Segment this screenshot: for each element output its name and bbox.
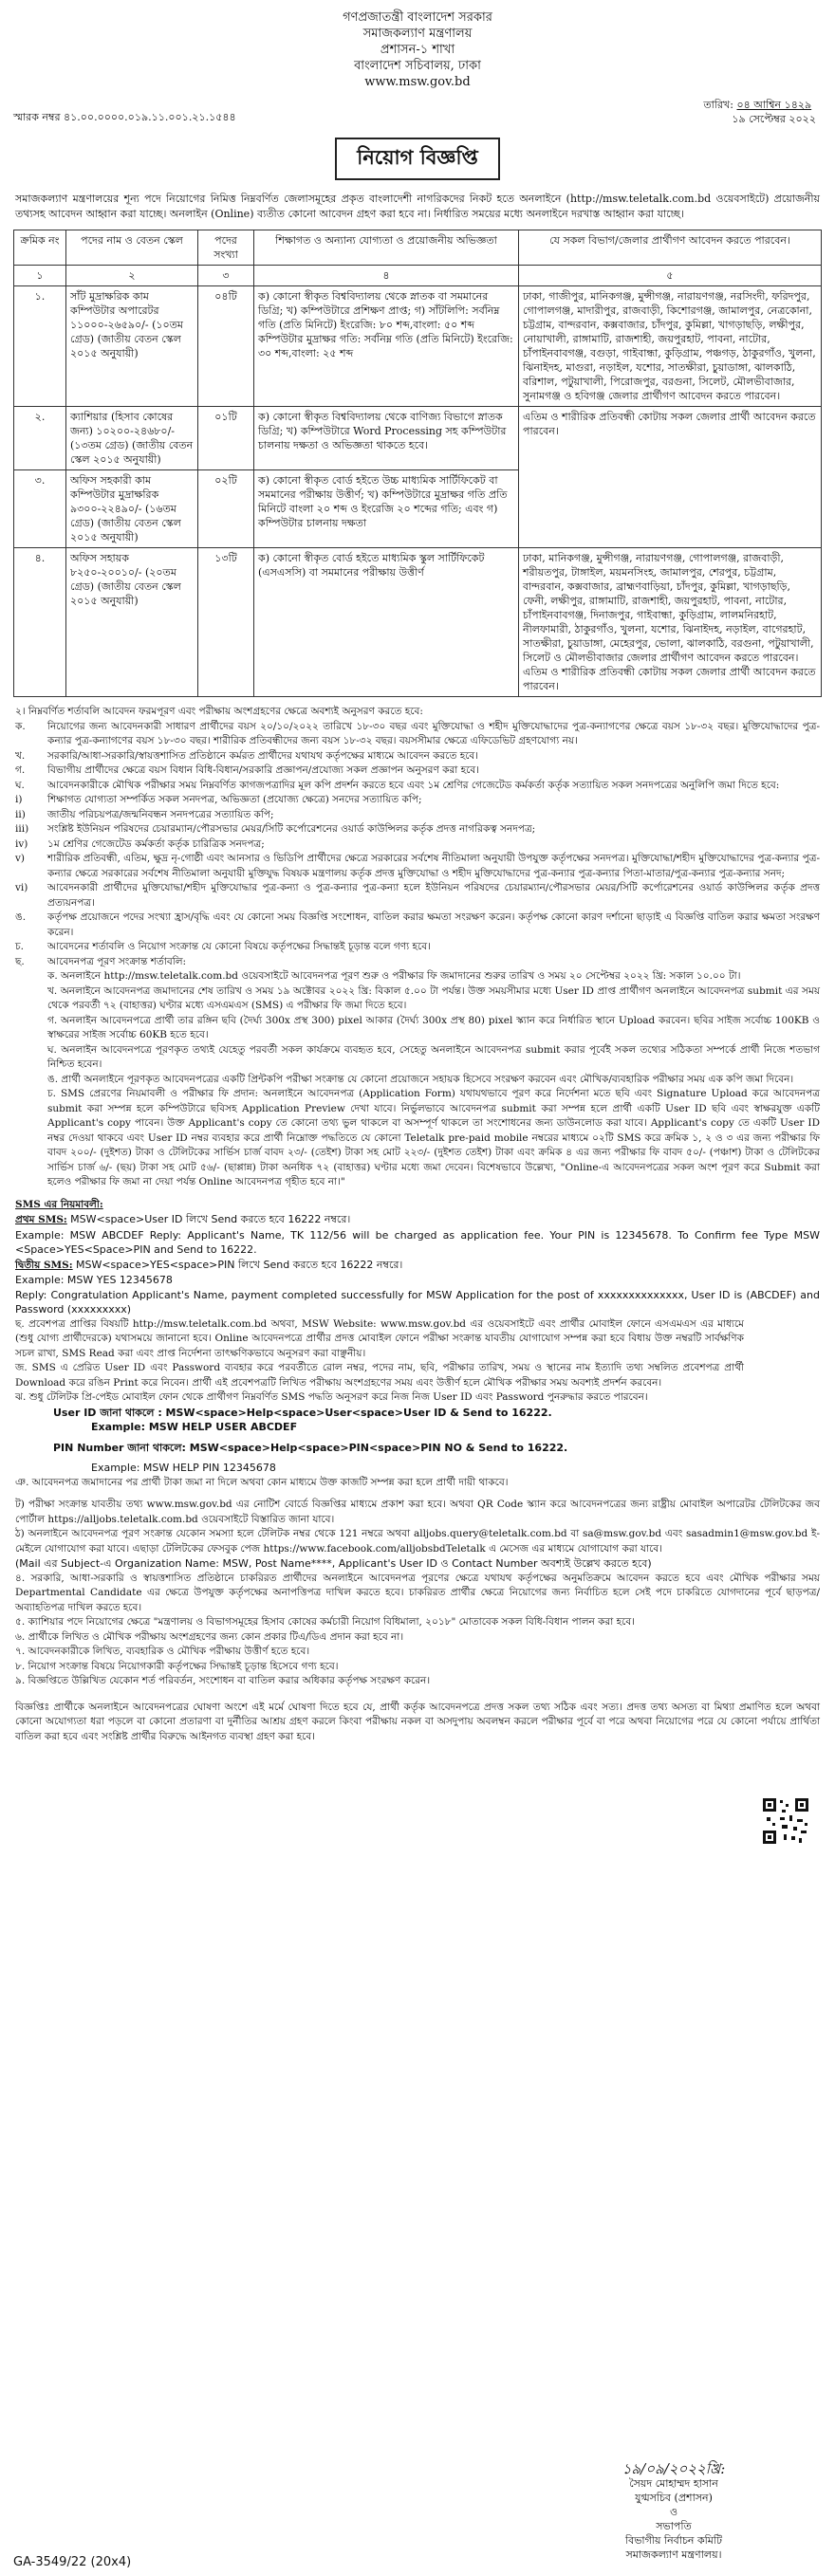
condition-text: আবেদনপত্র পূরণ সংক্রান্ত শর্তাবলি:: [47, 955, 187, 967]
row-serial: ৩.: [14, 470, 66, 548]
condition-label: খ.: [15, 749, 26, 762]
condition-text: আবেদনের শর্তাবলি ও নিয়োগ সংক্রান্ত যে কোনো বিষয়ে কর্তৃপক্ষের সিদ্ধান্তই চূড়ান্ত বলে গণ্য হবে।: [47, 941, 431, 952]
closing-declaration: বিজ্ঞপ্তিঃ প্রার্থীকে অনলাইনে আবেদনপত্রের ঘোষণা অংশে এই মর্মে ঘোষণা দিতে হবে যে, প্রার্থী কর্তৃক আবেদনপত্রে প্রদত্ত সকল তথ্য সঠিক এবং সত্য। প্রদত্ত তথ্য অসত্য বা মিথ্যা প্রমাণিত হলে অথবা কোনো অযোগ্যতা ধরা পড়লে বা কোনো প্রতারণা বা দুর্নীতির আশ্রয় গ্রহণ করলে কিংবা পরীক্ষায় নকল বা অসদুপায় অবলম্বন করলে পরীক্ষার পূর্বে বা পরে অথবা নিয়োগের পরে যে কোনো পর্যায়ে প্রার্থিতা বাতিল করা হবে এবং সংশ্লিষ্ট প্রার্থীর বিরুদ্ধে আইনগত ব্যবস্থা গ্রহণ করা হবে।: [15, 1701, 820, 1742]
header-ministry: সমাজকল্যাণ মন্ত্রণালয়: [362, 27, 473, 41]
document-text: ১ম শ্রেণির গেজেটেড কর্মকর্তা কর্তৃক চারিত্রিক সনদপত্র;: [47, 837, 265, 850]
row-qualification: ক) কোনো স্বীকৃত বিশ্ববিদ্যালয় থেকে স্নাতক বা সমমানের ডিগ্রি; খ) কম্পিউটারে প্রশিক্ষণ প্রাপ্ত; গ) সাঁটলিপি: সর্বনিম্ন গতি (প্রতি মিনিটে) ইংরেজি: ৮০ শব্দ,বাংলা: ৫০ শব্দ কম্পিউটার মুদ্রাক্ষর গতি: সর্বনিম্ন গতি (প্রতি মিনিটে) ইংরেজি: ৩০ শব্দ,বাংলা: ২৫ শব্দ: [254, 286, 519, 407]
row-post: ক্যাশিয়ার (হিসাব কোষের জন্য) ১০২০০-২৪৬৮০/- (১৩তম গ্রেড) (জাতীয় বেতন স্কেল ২০১৫ অনুযায়ী): [66, 407, 198, 470]
row-post: সাঁট মুদ্রাক্ষরিক কাম কম্পিউটার অপারেটর ১১০০০-২৬৫৯০/- (১০তম গ্রেড) (জাতীয় বেতন স্কেল ২০১৫ অনুযায়ী): [66, 286, 198, 407]
userid-recovery: User ID জানা থাকলে : MSW<space>Help<space>User<space>User ID & Send to 16222.: [53, 1406, 552, 1419]
document-item: [15, 837, 820, 853]
sms-after-a: ছ. প্রবেশপত্র প্রাপ্তির বিষয়টি http://msw.teletalk.com.bd অথবা, MSW Website: www.msw.gov.bd এর ওয়েবসাইটে এবং প্রার্থীর মোবাইল ফোনে এসএমএস এর মাধ্যমে (শুধু যোগ্য প্রার্থীদেরকে) যথাসময়ে জানানো হবে। Online আবেদনপত্রে প্রার্থীর প্রদত্ত মোবাইল ফোনে পরীক্ষা সংক্রান্ত যাবতীয় যোগাযোগ সম্পন্ন করা হবে বিধায় উক্ত নম্বরটি সার্বক্ষণিক সচল রাখা, SMS Read করা এবং প্রাপ্ত নির্দেশনা তাৎক্ষণিকভাবে অনুসরণ করা বাঞ্ছনীয়।: [15, 1317, 744, 1359]
sms-after-d: ঞ. আবেদনপত্র জমাদানের পর প্রার্থী টাকা জমা না দিলে অথবা কোন মাধ্যমে উক্ত কাজটি সম্পন্ন করা হলে প্রার্থী দায়ী থাকবে।: [15, 1476, 509, 1488]
row-serial: ২.: [14, 407, 66, 470]
online-item-e: ঙ. প্রার্থী অনলাইনে পূরণকৃত আবেদনপত্রের একটি প্রিন্টকপি পরীক্ষা সংক্রান্ত যে কোনো প্রয়োজনে সহায়ক হিসেবে সংরক্ষণ করবেন এবং মৌখিক/ব্যবহারিক পরীক্ষার সময় এক কপি জমা দিবেন।: [47, 1073, 794, 1085]
reference-number: স্মারক নম্বর ৪১.০০.০০০০.০১৯.১১.০০১.২১.১৫৪৪: [13, 111, 236, 123]
notice-p5: ৫. ক্যাশিয়ার পদে নিয়োগের ক্ষেত্রে "মন্ত্রণালয় ও বিভাগসমূহের হিসাব কোষের কর্মচারী নিয়োগ বিধিমালা, ২০১৮" মোতাবেক সকল বিধি-বিধান পালন করা হবে।: [15, 1616, 635, 1628]
condition-label: ঘ.: [15, 779, 25, 791]
signature-block: [579, 2462, 769, 2562]
th-districts: যে সকল বিভাগ/জেলার প্রার্থীগণ আবেদন করতে পারবেন।: [519, 230, 822, 266]
online-item-f: চ. SMS প্রেরণের নিয়মাবলী ও পরীক্ষার ফি প্রদান: অনলাইনে আবেদনপত্র (Application Form) যথাযথভাবে পূরণ করে নির্দেশনা মতে ছবি এবং Signature Upload করে আবেদনপত্র submit করা সম্পন্ন হলে কম্পিউটারে ছবিসহ Application Preview দেখা যাবে। নির্ভুলভাবে আবেদনপত্র submit করা সম্পন্ন হলে প্রার্থী একটি User ID ছবি এবং স্বাক্ষরযুক্ত একটি Applicant's copy পাবেন। উক্ত Applicant's copy তে কোনো তথ্য ভুল থাকলে বা অসম্পূর্ণ থাকলে তা সংশোধনের জন্য ডাউনলোড করা যাবে। Applicant's copy তে একটি User ID নম্বর দেওয়া থাকবে এবং User ID নম্বর ব্যবহার করে প্রার্থী নিম্নোক্ত পদ্ধতিতে যে কোনো Teletalk pre-paid mobile নম্বরের মাধ্যমে ০২টি SMS করে ক্রমিক ১, ২ ও ৩ এর জন্য পরীক্ষার ফি বাবদ ২০০/- (দুইশত) টাকা ও টেলিটকের সার্ভিস চার্জ বাবদ ২৩/- (তেইশ) টাকা সহ মোট ২২৩/- (দুইশত তেইশ) টাকা এবং ক্রমিক ৪ এর জন্য পরীক্ষার ফি বাবদ ৫০/- (পঞ্চাশ) টাকা ও টেলিটকের সার্ভিস চার্জ ৬/- (ছয়) টাকা সহ মোট ৫৬/- (ছাপ্পান্ন) টাকা অনধিক ৭২ (বাহাত্তর) ঘণ্টার মধ্যে জমা দেবেন। বিশেষভাবে উল্লেখ্য, "Online-এ আবেদনপত্রের সকল অংশ পূরণ করে Submit করা হলেও পরীক্ষার ফি জমা না দেয়া পর্যন্ত Online আবেদনপত্র গৃহীত হবে না।": [47, 1088, 820, 1187]
jobs-table: [13, 230, 822, 697]
condition-item: [15, 779, 820, 794]
condition-item: [15, 911, 820, 940]
colnum: ৩: [198, 266, 254, 286]
th-post: পদের নাম ও বেতন স্কেল: [66, 230, 198, 266]
document-item: [15, 793, 820, 808]
signatory-name: সৈয়দ মোহাম্মদ হাসান: [629, 2477, 718, 2490]
sms-rules-title: SMS এর নিয়মাবলী:: [15, 1198, 103, 1210]
date-block: [703, 98, 816, 126]
colnum: ২: [66, 266, 198, 286]
table-colnum-row: [14, 266, 822, 286]
notice-mail-subject: (Mail এর Subject-এ Organization Name: MSW, Post Name****, Applicant's User ID ও Contact Number অবশ্যই উল্লেখ করতে হবে): [15, 1557, 652, 1570]
sms-second-label: দ্বিতীয় SMS:: [15, 1259, 73, 1271]
document-item: [15, 822, 820, 837]
row-serial: ৪.: [14, 548, 66, 697]
online-item-d: ঘ. অনলাইন আবেদনপত্রে পূরণকৃত তথ্যই যেহেতু পরবর্তী সকল কার্যক্রমে ব্যবহৃত হবে, সেহেতু অনলাইনে আবেদনপত্র submit করার পূর্বেই সকল তথ্যের সঠিকতা সম্পর্কে প্রার্থী নিজে শতভাগ নিশ্চিত হবেন।: [47, 1043, 820, 1070]
online-item-c: গ. অনলাইন আবেদনপত্রে প্রার্থী তার রঙ্গিন ছবি (দৈর্ঘ্য 300x প্রস্থ 300) pixel আকার (দৈর্ঘ্য 300x প্রস্থ 80) pixel স্ক্যান করে নির্ধারিত স্থানে Upload করবেন। ছবির সাইজ সর্বোচ্চ 100KB ও স্বাক্ষরের সাইজ সর্বোচ্চ 60KB হতে হবে।: [47, 1014, 820, 1040]
condition-text: কর্তৃপক্ষ প্রয়োজনে পদের সংখ্যা হ্রাস/বৃদ্ধি এবং যে কোনো সময় বিজ্ঞপ্তি সংশোধন, বাতিল করার ক্ষমতা সংরক্ষণ করেন। কর্তৃপক্ষ কোনো কারণ দর্শানো ছাড়াই এ বিজ্ঞপ্তি বাতিল করার ক্ষমতা সংরক্ষণ করেন।: [47, 911, 820, 938]
conditions-intro: ২। নিম্নবর্ণিত শর্তাবলি আবেদন ফরমপূরণ এবং পরীক্ষায় অংশগ্রহণের ক্ষেত্রে অবশ্যই অনুসরণ করতে হবে:: [15, 706, 423, 717]
colnum: ৫: [519, 266, 822, 286]
document-label: iii): [15, 823, 29, 835]
notice-p4: ৪. সরকারি, আধা-সরকারি ও স্বায়ত্তশাসিত প্রতিষ্ঠানে চাকরিরত প্রার্থীদের অনলাইনে আবেদনপত্র পূরণের ক্ষেত্রে যথাযথ কর্তৃপক্ষের অনুমতিক্রমে আবেদন করতে হবে এবং মৌখিক পরীক্ষার সময় Departmental Candidate এর ক্ষেত্রে উপযুক্ত কর্তৃপক্ষের অনাপত্তিপত্র দাখিল করতে হবে। চাকরিরত প্রার্থীর ক্ষেত্রে নিয়োগের জন্য নির্বাচিত হলে সেই পদে চাকরিতে যোগদানের পূর্বে ছাড়পত্র/অব্যাহতিপত্র দাখিল করতে হবে।: [15, 1572, 821, 1613]
row-districts: ঢাকা, গাজীপুর, মানিকগঞ্জ, মুন্সীগঞ্জ, নারায়ণগঞ্জ, নরসিংদী, ফরিদপুর, গোপালগঞ্জ, মাদারীপুর, রাজবাড়ী, কিশোরগঞ্জ, জামালপুর, নেত্রকোনা, চট্টগ্রাম, বান্দরবান, কক্সবাজার, চাঁদপুর, কুমিল্লা, খাগড়াছড়ি, লক্ষীপুর, নোয়াখালী, রাঙ্গামাটি, রাজশাহী, জয়পুরহাট, পাবনা, নাটোর, চাঁপাইনবাবগঞ্জ, বগুড়া, গাইবান্ধা, কুড়িগ্রাম, পঞ্চগড়, ঠাকুরগাঁও, খুলনা, ঝিনাইদহ, মাগুরা, নড়াইল, যশোর, সাতক্ষীরা, চুয়াডাঙ্গা, ঝালকাঠি, বরিশাল, পটুয়াখালী, পিরোজপুর, বরগুনা, সিলেট, মৌলভীবাজার, সুনামগঞ্জ ও হবিগঞ্জ জেলার প্রার্থীগণ আবেদন করতে পারবেন।: [519, 286, 822, 407]
th-qualification: শিক্ষাগত ও অন্যান্য যোগ্যতা ও প্রয়োজনীয় অভিজ্ঞতা: [254, 230, 519, 266]
table-row: [14, 407, 822, 470]
document-item: [15, 808, 820, 823]
signatory-role-2: সভাপতি: [656, 2520, 692, 2532]
pin-recovery-example: Example: MSW HELP PIN 12345678: [91, 1462, 276, 1474]
condition-label: গ.: [15, 764, 26, 776]
notice-t: ট) পরীক্ষা সংক্রান্ত যাবতীয় তথ্য www.msw.gov.bd এর নোটিশ বোর্ডে বিজ্ঞপ্তির মাধ্যমে প্রকাশ করা হবে। অথবা QR Code স্ক্যান করে আবেদনপত্রের জন্য রাষ্ট্রীয় মোবাইল অপারেটর টেলিটকের জব পোর্টাল https://alljobs.teletalk.com.bd ওয়েবসাইটে বিস্তারিত জানা যাবে।: [15, 1499, 820, 1525]
header: [0, 0, 835, 90]
colnum: ১: [14, 266, 66, 286]
condition-label: ছ.: [15, 955, 25, 967]
notice-th: ঠ) অনলাইনে আবেদনপত্র পূরণ সংক্রান্ত যেকোন সমস্যা হলে টেলিটক নম্বর থেকে 121 নম্বরে অথবা alljobs.query@teletalk.com.bd বা sa@msw.gov.bd এবং sasadmin1@msw.gov.bd ই-মেইলে যোগাযোগ করা যাবে। এছাড়া টেলিটকের ফেসবুক পেজ https://www.facebook.com/alljobsbdTeletalk এ মেসেজ এর মাধ্যমে যোগাযোগ করা যাবে।: [15, 1528, 820, 1555]
row-districts: এতিম ও শারীরিক প্রতিবন্ধী কোটায় সকল জেলার প্রার্থী আবেদন করতে পারবেন।: [519, 407, 822, 548]
sms-after-c: ঝ. শুধু টেলিটক প্রি-পেইড মোবাইল ফোন থেকে প্রার্থীগণ নিম্নবর্ণিত SMS পদ্ধতি অনুসরণ করে নিজ নিজ User ID এবং Password পুনরুদ্ধার করতে পারবেন।: [15, 1391, 648, 1403]
sms-first-example: Example: MSW ABCDEF Reply: Applicant's Name, TK 112/56 will be charged as application fee. Your PIN is 12345678. To Confirm fee Type MSW <Space>YES<Space>PIN and Send to 16222.: [15, 1228, 820, 1256]
document-label: i): [15, 794, 23, 805]
notice-p6: ৬. প্রার্থীকে লিখিত ও মৌখিক পরীক্ষায় অংশগ্রহণের জন্য কোন প্রকার টিএ/ডিএ প্রদান করা হবে না।: [15, 1630, 404, 1643]
document-text: শিক্ষাগত যোগ্যতা সম্পর্কিত সকল সনদপত্র, অভিজ্ঞতা (প্রযোজ্য ক্ষেত্রে) সনদের সত্যায়িত কপি;: [47, 794, 422, 805]
row-post: অফিস সহায়ক ৮২৫০-২০০১০/- (২০তম গ্রেড) (জাতীয় বেতন স্কেল ২০১৫ অনুযায়ী): [66, 548, 198, 697]
notice-title: নিয়োগ বিজ্ঞপ্তি: [335, 138, 500, 180]
notice-section: [15, 1498, 820, 1689]
document-item: [15, 881, 820, 911]
sms-first-command: MSW<space>User ID লিখে Send করতে হবে 16222 নম্বরে।: [70, 1213, 351, 1225]
online-item-a: ক. অনলাইনে http://msw.teletalk.com.bd ওয়েবসাইটে আবেদনপত্র পূরণ শুরু ও পরীক্ষার ফি জমাদানের শুরুর তারিখ ও সময় ২০ সেপ্টেম্বর ২০২২ খ্রি: সকাল ১০.০০ টা।: [47, 970, 741, 982]
date-label: তারিখ:: [703, 99, 733, 111]
pin-recovery: PIN Number জানা থাকলে: MSW<space>Help<space>PIN<space>PIN NO & Send to 16222.: [53, 1441, 568, 1454]
sms-after-b: জ. SMS এ প্রেরিত User ID এবং Password ব্যবহার করে পরবর্তীতে রোল নম্বর, পদের নাম, ছবি, পরীক্ষার তারিখ, সময় ও স্থানের নাম ইত্যাদি তথ্য সম্বলিত প্রবেশপত্র প্রার্থী Download করে রঙিন Print করে নিবেন। প্রার্থী এই প্রবেশপত্রটি লিখিত পরীক্ষায় অংশগ্রহণের সময় এবং উত্তীর্ণ হলে মৌখিক পরীক্ষার সময় অবশ্যই প্রদর্শন করবেন।: [15, 1362, 744, 1389]
colnum: ৪: [254, 266, 519, 286]
condition-label: ক.: [15, 720, 26, 732]
row-post: অফিস সহকারী কাম কম্পিউটার মুদ্রাক্ষরিক ৯৩০০-২২৪৯০/- (১৬তম গ্রেড) (জাতীয় বেতন স্কেল ২০১৫ অনুযায়ী): [66, 470, 198, 548]
sms-first: [15, 1212, 820, 1228]
th-count: পদের সংখ্যা: [198, 230, 254, 266]
qr-code-icon[interactable]: [761, 1796, 810, 1846]
condition-text: আবেদনকারীকে মৌখিক পরীক্ষার সময় নিম্নবর্ণিত কাগজপত্রাদির মূল কপি প্রদর্শন করতে হবে এবং ১ম শ্রেণির গেজেটেড কর্মকর্তা কর্তৃক সত্যায়িত সকল সনদপত্রের অনুলিপি জমা দিতে হবে:: [47, 779, 780, 791]
notice-p7: ৭. আবেদনকারীকে লিখিত, ব্যবহারিক ও মৌখিক পরীক্ষায় উত্তীর্ণ হতে হবে।: [15, 1646, 310, 1657]
table-header-row: [14, 230, 822, 266]
conditions-section: [15, 705, 820, 1190]
header-website: www.msw.gov.bd: [364, 75, 471, 89]
condition-label: ঙ.: [15, 911, 27, 923]
header-govt: গণপ্রজাতন্ত্রী বাংলাদেশ সরকার: [343, 10, 492, 25]
online-item-b: খ. অনলাইনে আবেদনপত্র জমাদানের শেষ তারিখ ও সময় ১৯ অক্টোবর ২০২২ খ্রি: বিকাল ৫.০০ টা পর্যন্ত। উক্ত সময়সীমার মধ্যে User ID প্রাপ্ত প্রার্থীগণ অনলাইনে আবেদনপত্র submit এর সময় থেকে পরবর্তী ৭২ (বাহাত্তর) ঘণ্টার মধ্যে এসএমএস (SMS) এ পরীক্ষার ফি জমা দিতে হবে।: [47, 984, 820, 1011]
sms-second-command: MSW<space>YES<space>PIN লিখে Send করতে হবে 16222 নম্বরে।: [75, 1258, 403, 1271]
condition-item: [15, 955, 820, 970]
condition-label: চ.: [15, 941, 25, 952]
intro-text: সমাজকল্যাণ মন্ত্রণালয়ের শূন্য পদে নিয়োগের নিমিত্ত নিম্নবর্ণিত জেলাসমূহের প্রকৃত বাংলাদেশী নাগরিকদের নিকট হতে অনলাইনে (http://msw.teletalk.com.bd ওয়েবসাইটে) প্রয়োজনীয় তথ্যসহ আবেদন আহ্বান করা যাচ্ছে। অনলাইন (Online) ব্যতীত কোনো আবেদন গ্রহণ করা হবে না। নির্ধারিত সময়ের মধ্যে অনলাইনে দরখাস্ত আহ্বান করা যাচ্ছে।: [15, 193, 820, 220]
sms-first-label: প্রথম SMS:: [15, 1214, 67, 1225]
document-text: সংশ্লিষ্ট ইউনিয়ন পরিষদের চেয়ারম্যান/পৌরসভার মেয়র/সিটি কর্পোরেশনের ওয়ার্ড কাউন্সিলর কর্তৃক প্রদত্ত নাগরিকত্ব সনদপত্র;: [47, 823, 536, 835]
row-count: ০৪টি: [198, 286, 254, 407]
document-text: জাতীয় পরিচয়পত্র/জন্মনিবন্ধন সনদপত্রের সত্যায়িত কপি;: [47, 808, 274, 820]
date-english: ১৯ সেপ্টেম্বর ২০২২: [732, 113, 816, 125]
document-label: ii): [15, 808, 26, 820]
condition-text: নিয়োগের জন্য আবেদনকারী সাধারণ প্রার্থীদের বয়স ২০/১০/২০২২ তারিখে ১৮-৩০ বছর এবং মুক্তিযোদ্ধা ও শহীদ মুক্তিযোদ্ধাদের পুত্র-কন্যাগণের ক্ষেত্রে বয়স ১৮-৩২ বছর। মুক্তিযোদ্ধাদের পুত্র-কন্যার পুত্র-কন্যাগণের বয়স ১৮-৩০ বছর। শারীরিক প্রতিবন্ধীদের জন্য বয়স ১৮-৩২ বছর। বয়সসীমার ক্ষেত্রে এফিডেভিট গ্রহণযোগ্য নয়।: [47, 720, 820, 746]
signatory-role-3: বিভাগীয় নির্বাচন কমিটি: [624, 2534, 723, 2547]
signature-image: ১৯/০৯/২০২২খ্রি:: [622, 2460, 726, 2477]
signatory-role-1: ও: [669, 2506, 678, 2518]
condition-item: [15, 720, 820, 749]
meta-row: [0, 98, 835, 124]
row-districts: ঢাকা, মানিকগঞ্জ, মুন্সীগঞ্জ, নারায়ণগঞ্জ, গোপালগঞ্জ, রাজবাড়ী, শরীয়তপুর, টাঙ্গাইল, ময়মনসিংহ, জামালপুর, শেরপুর, চট্টগ্রাম, বান্দরবান, কক্সবাজার, ব্রাহ্মণবাড়িয়া, চাঁদপুর, কুমিল্লা, খাগড়াছড়ি, ফেনী, লক্ষীপুর, রাঙ্গামাটি, রাজশাহী, জয়পুরহাট, পাবনা, নাটোর, চাঁপাইনবাবগঞ্জ, দিনাজপুর, গাইবান্ধা, কুড়িগ্রাম, লালমনিরহাট, নীলফামারী, ঠাকুরগাঁও, খুলনা, যশোর, ঝিনাইদহ, নড়াইল, বাগেরহাট, সাতক্ষীরা, চুয়াডাঙ্গা, মেহেরপুর, ভোলা, ঝালকাঠি, বরগুনা, পটুয়াখালী, সিলেট ও মৌলভীবাজার জেলার প্রার্থীগণ আবেদন করতে পারবেন। এতিম ও শারীরিক প্রতিবন্ধী কোটায় সকল জেলার প্রার্থী আবেদন করতে পারবেন।: [519, 548, 822, 697]
table-row: [14, 286, 822, 407]
header-address: বাংলাদেশ সচিবালয়, ঢাকা: [354, 59, 481, 73]
document-label: vi): [15, 882, 28, 893]
row-count: ০১টি: [198, 407, 254, 470]
ga-number: GA-3549/22 (20x4): [13, 2555, 132, 2569]
sms-second: [15, 1258, 820, 1274]
condition-item: [15, 940, 820, 955]
document-item: [15, 852, 820, 881]
userid-recovery-example: Example: MSW HELP USER ABCDEF: [91, 1421, 298, 1433]
th-serial: ক্রমিক নং: [14, 230, 66, 266]
row-qualification: ক) কোনো স্বীকৃত বিশ্ববিদ্যালয় থেকে বাণিজ্য বিভাগে স্নাতক ডিগ্রি; খ) কম্পিউটারে Word Processing সহ কম্পিউটার চালনায় দক্ষতা ও অভিজ্ঞতা থাকতে হবে।: [254, 407, 519, 470]
signatory-role-4: সমাজকল্যাণ মন্ত্রণালয়।: [625, 2548, 722, 2561]
sms-second-example: Example: MSW YES 12345678: [15, 1274, 173, 1286]
document-text: আবেদনকারী প্রার্থীদের মুক্তিযোদ্ধা/শহীদ মুক্তিযোদ্ধার পুত্র-কন্যা ও পুত্র-কন্যার পুত্র-কন্যা হলে ইউনিয়ন পরিষদের চেয়ারম্যান/পৌরসভার মেয়র/সিটি কর্পোরেশনের ওয়ার্ড কাউন্সিলর কর্তৃক প্রদত্ত প্রত্যয়নপত্র।: [47, 882, 820, 909]
notice-p9: ৯. বিজ্ঞপ্তিতে উল্লিখিত যেকোন শর্ত পরিবর্তন, সংশোধন বা বাতিল করার অধিকার কর্তৃপক্ষ সংরক্ষণ করেন।: [15, 1675, 431, 1686]
document-text: শারীরিক প্রতিবন্ধী, এতিম, ক্ষুদ্র নৃ-গোষ্ঠী এবং আনসার ও ভিডিপি প্রার্থীদের ক্ষেত্রে সরকারের সর্বশেষ নীতিমালা অনুযায়ী উপযুক্ত কর্তৃপক্ষের সনদপত্র। মুক্তিযোদ্ধা/শহীদ মুক্তিযোদ্ধাদের পুত্র-কন্যার পুত্র-কন্যার ক্ষেত্রে সরকারের সর্বশেষ নীতিমালা অনুযায়ী মুক্তিযুদ্ধ বিষয়ক মন্ত্রণালয় কর্তৃক প্রদত্ত মুক্তিযোদ্ধা ও শহীদ মুক্তিযোদ্ধাদের পুত্র-কন্যার পুত্র-কন্যার পিতা-মাতার/পুত্র-কন্যার পুত্র-কন্যার সনদ;: [47, 853, 820, 879]
condition-item: [15, 764, 820, 779]
document-label: iv): [15, 837, 28, 850]
row-qualification: ক) কোনো স্বীকৃত বোর্ড হইতে উচ্চ মাধ্যমিক সার্টিফিকেট বা সমমানের পরীক্ষায় উত্তীর্ণ; খ) কম্পিউটারে মুদ্রাক্ষর গতি প্রতি মিনিটে বাংলা ২০ শব্দ ও ইংরেজি ২০ শব্দের গতি; এবং গ) কম্পিউটার চালনায় দক্ষতা: [254, 470, 519, 548]
row-qualification: ক) কোনো স্বীকৃত বোর্ড হইতে মাধ্যমিক স্কুল সার্টিফিকেট (এসএসসি) বা সমমানের পরীক্ষায় উত্তীর্ণ: [254, 548, 519, 697]
header-branch: প্রশাসন-১ শাখা: [380, 43, 455, 57]
condition-item: [15, 749, 820, 764]
condition-text: বিভাগীয় প্রার্থীদের ক্ষেত্রে বয়স বিধান বিধি-বিধান/সরকারি প্রজ্ঞাপন/প্রযোজ্য সকল প্রজ্ঞাপন অনুসরণ করা হবে।: [47, 764, 479, 776]
notice-p8: ৮. নিয়োগ সংক্রান্ত বিষয়ে নিয়োগকারী কর্তৃপক্ষের সিদ্ধান্তই চূড়ান্ত হিসেবে গণ্য হবে।: [15, 1660, 339, 1672]
row-serial: ১.: [14, 286, 66, 407]
date-bangla: ০৪ আশ্বিন ১৪২৯: [736, 99, 812, 111]
sms-section: [15, 1198, 820, 1491]
signatory-designation: যুগ্মসচিব (প্রশাসন): [635, 2492, 713, 2504]
table-row: [14, 548, 822, 697]
row-count: ১৩টি: [198, 548, 254, 697]
sms-reply: Reply: Congratulation Applicant's Name, payment completed successfully for MSW Application for the post of xxxxxxxxxxxxxx, User ID is (ABCDEF) and Password (xxxxxxxxx): [15, 1288, 820, 1316]
document-label: v): [15, 853, 26, 864]
condition-text: সরকারি/আধা-সরকারি/স্বায়ত্তশাসিত প্রতিষ্ঠানে কর্মরত প্রার্থীদের যথাযথ কর্তৃপক্ষের মাধ্যমে আবেদন করতে হবে।: [47, 749, 479, 762]
row-count: ০২টি: [198, 470, 254, 548]
